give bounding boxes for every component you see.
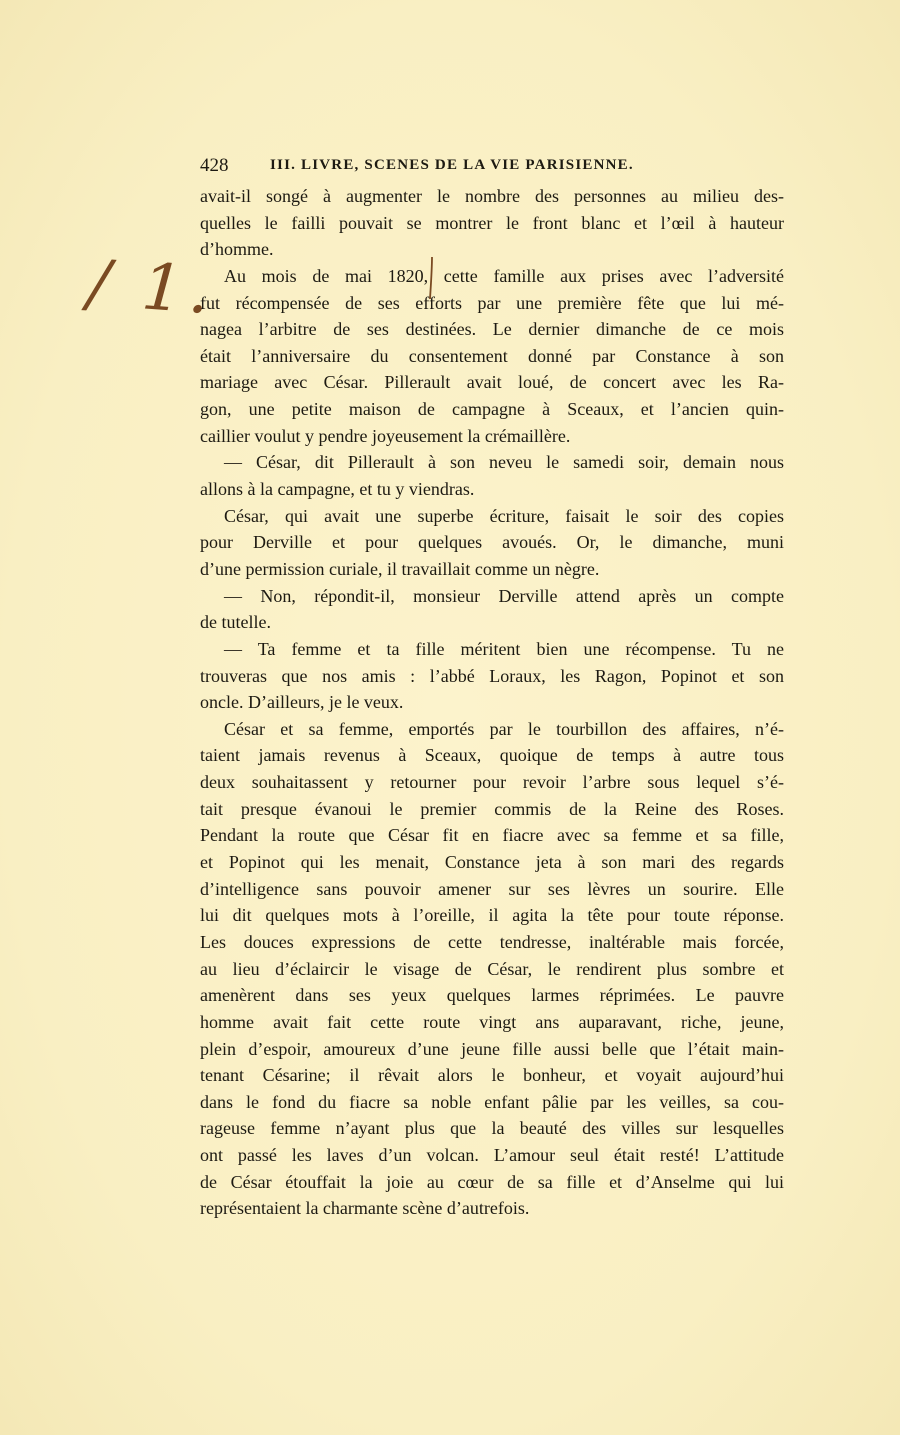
paragraph xyxy=(200,716,784,1222)
text-line: deux souhaitassent y retourner pour revoir l’arbre sous lequel s’é- xyxy=(200,772,784,793)
text-line: tait presque évanoui le premier commis de la Reine des Roses. xyxy=(200,798,784,819)
text-line: Au mois de mai 1820, cette famille aux prises avec l’adversité xyxy=(224,265,784,286)
page-header xyxy=(200,155,720,181)
paragraph xyxy=(200,583,784,636)
text-line: — Non, répondit-il, monsieur Derville attend après un compte xyxy=(224,585,784,606)
text-line: de César étouffait la joie au cœur de sa fille et d’Anselme qui lui xyxy=(200,1171,784,1192)
text-line: taient jamais revenus à Sceaux, quoique de temps à autre tous xyxy=(200,745,784,766)
text-line: nagea l’arbitre de ses destinées. Le dernier dimanche de ce mois xyxy=(200,319,784,340)
text-line: César et sa femme, emportés par le tourbillon des affaires, n’é- xyxy=(224,718,784,739)
text-line: ont passé les laves d’un volcan. L’amour seul était resté! L’attitude xyxy=(200,1145,784,1166)
text-line: de tutelle. xyxy=(200,612,271,633)
text-line: d’intelligence sans pouvoir amener sur ses lèvres un sourire. Elle xyxy=(200,878,784,899)
text-line: pour Derville et pour quelques avoués. Or, le dimanche, muni xyxy=(200,532,784,553)
text-line: César, qui avait une superbe écriture, faisait le soir des copies xyxy=(224,505,784,526)
text-line: et Popinot qui les menait, Constance jeta à son mari des regards xyxy=(200,852,784,873)
paragraph xyxy=(200,503,784,583)
text-line: Les douces expressions de cette tendresse, inaltérable mais forcée, xyxy=(200,931,784,952)
text-line: d’une permission curiale, il travaillait comme un nègre. xyxy=(200,558,600,579)
text-line: trouveras que nos amis : l’abbé Loraux, les Ragon, Popinot et son xyxy=(200,665,784,686)
text-line: mariage avec César. Pillerault avait loué, de concert avec les Ra- xyxy=(200,372,784,393)
text-line: fut récompensée de ses efforts par une première fête que lui mé- xyxy=(200,292,784,313)
text-line: tenant Césarine; il rêvait alors le bonheur, et voyait aujourd’hui xyxy=(200,1065,784,1086)
text-line: amenèrent dans ses yeux quelques larmes réprimées. Le pauvre xyxy=(200,985,784,1006)
page-number: 428 xyxy=(200,155,229,176)
body-text xyxy=(200,183,784,1222)
text-line: rageuse femme n’ayant plus que la beauté des villes sur lesquelles xyxy=(200,1118,784,1139)
text-line: au lieu d’éclaircir le visage de César, le rendirent plus sombre et xyxy=(200,958,784,979)
paragraph xyxy=(200,449,784,502)
text-line: gon, une petite maison de campagne à Sceaux, et l’ancien quin- xyxy=(200,399,784,420)
handwritten-margin-mark: / 1. xyxy=(85,246,218,330)
text-line: caillier voulut y pendre joyeusement la crémaillère. xyxy=(200,425,571,446)
text-line: quelles le failli pouvait se montrer le front blanc et l’œil à hauteur xyxy=(200,212,784,233)
text-line: d’homme. xyxy=(200,239,274,260)
paragraph xyxy=(200,636,784,716)
text-line: oncle. D’ailleurs, je le veux. xyxy=(200,692,404,713)
text-line: homme avait fait cette route vingt ans auparavant, riche, jeune, xyxy=(200,1011,784,1032)
text-line: — César, dit Pillerault à son neveu le samedi soir, demain nous xyxy=(224,452,784,473)
text-line: représentaient la charmante scène d’autrefois. xyxy=(200,1198,530,1219)
text-line: — Ta femme et ta fille méritent bien une récompense. Tu ne xyxy=(224,638,784,659)
paragraph xyxy=(200,183,784,263)
text-line: Pendant la route que César fit en fiacre avec sa femme et sa fille, xyxy=(200,825,784,846)
text-line: avait-il songé à augmenter le nombre des personnes au milieu des- xyxy=(200,186,784,206)
text-line: était l’anniversaire du consentement donné par Constance à son xyxy=(200,345,784,366)
paragraph xyxy=(200,263,784,449)
text-line: lui dit quelques mots à l’oreille, il agita la tête pour toute réponse. xyxy=(200,905,784,926)
text-line: plein d’espoir, amoureux d’une jeune fille aussi belle que l’était main- xyxy=(200,1038,784,1059)
text-line: allons à la campagne, et tu y viendras. xyxy=(200,479,475,500)
text-line: dans le fond du fiacre sa noble enfant pâlie par les veilles, sa cou- xyxy=(200,1091,784,1112)
running-title: III. LIVRE, SCENES DE LA VIE PARISIENNE. xyxy=(270,157,634,173)
